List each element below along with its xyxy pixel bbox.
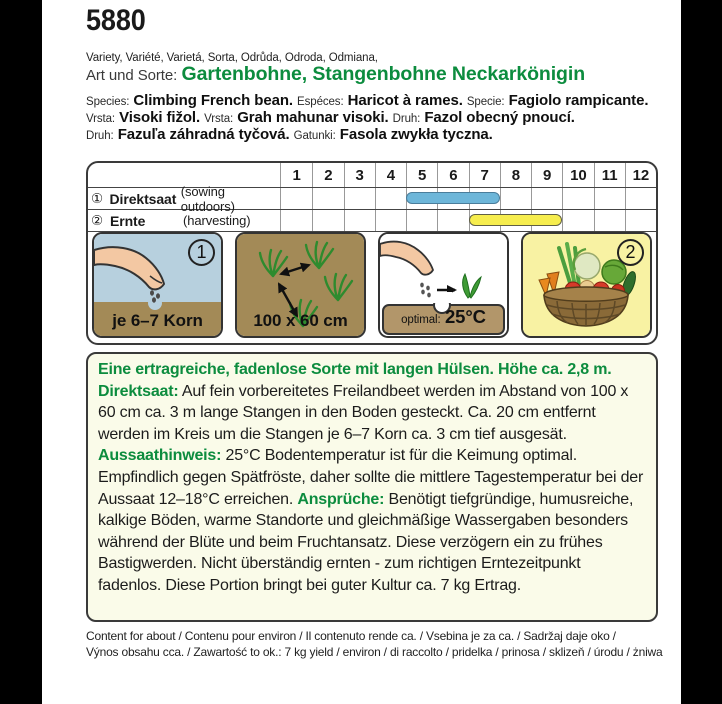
month-8: 8 <box>500 163 531 187</box>
species-value: Fagiolo rampicante. <box>508 92 649 109</box>
aussaathinweis-label: Aussaathinweis: <box>98 447 222 465</box>
pictogram-sowing-hand <box>92 232 223 338</box>
circled-1-icon: ① <box>91 190 104 206</box>
species-label: Specie: <box>466 96 505 108</box>
optimal-label: optimal: <box>401 314 441 326</box>
species-value: Visoki fižol. <box>119 109 205 127</box>
pictogram-row <box>92 232 652 338</box>
species-value: Fazuľa záhradná tyčová. <box>117 126 294 144</box>
pictogram-plant-spacing <box>235 232 366 338</box>
species-label: Druh: <box>86 130 114 143</box>
spacing-caption: 100 x 60 cm <box>253 311 348 330</box>
species-label: Vrsta: <box>86 113 116 126</box>
art-und-sorte-label: Art und Sorte: <box>86 67 178 84</box>
ansprueche-text: Benötigt tiefgründige, humusreiche, kalkige Böden, warme Standorte und gleichmäßige Wassergaben besonders während der Blüte und beim Fruchtansatz. Diese verzögern ein zu frühes Bastigwerden. Nicht überständig ernten - zum richtigen Erntezeitpunkt fadenlos. Diese Portion bringt bei guter Kultur ca. 7 kg Ertrag. <box>98 490 634 594</box>
month-12: 12 <box>625 163 656 187</box>
calendar-month-cells <box>280 163 656 187</box>
species-label: Species: <box>86 96 130 108</box>
species-line-1 <box>86 93 658 110</box>
harvest-row-label <box>88 210 280 231</box>
variety-title-line <box>86 63 658 86</box>
species-label: Gatunki: <box>293 130 336 143</box>
pictogram-soil-temperature <box>378 232 509 338</box>
month-11: 11 <box>594 163 625 187</box>
harvest-row <box>88 209 656 231</box>
month-7: 7 <box>469 163 500 187</box>
aussaathinweis-text: 25°C Bodentemperatur ist für die Keimung optimal. Empfindlich gegen Spätfröste, daher sollte die mittlere Tagestemperatur bei der Aussaat 12–18°C erreichen. <box>98 447 644 508</box>
description-box <box>86 352 658 622</box>
species-value: Haricot à rames. <box>347 92 467 109</box>
species-value: Fazol obecný pnoucí. <box>424 109 575 127</box>
yield-note-line-2: Výnos obsahu cca. / Zawartość to ok.: 7 kg yield / environ / di raccolto / pridelka / prinosa / sklizeň / úrodu / żniwa <box>86 644 663 659</box>
harvest-month-cells <box>280 210 656 231</box>
sowing-row <box>88 183 656 214</box>
step-2-badge: 2 <box>617 239 644 266</box>
circled-2-icon: ② <box>91 212 104 228</box>
yield-note-line-1: Content for about / Contenu pour environ / Il contenuto rende ca. / Vsebina je za ca. / Sadržaj daje oko / <box>86 629 616 643</box>
pictogram-harvest-basket <box>521 232 652 338</box>
harvest-label: Ernte <box>110 212 146 229</box>
species-label: Druh: <box>392 113 421 126</box>
month-5: 5 <box>406 163 437 187</box>
species-line-2 <box>86 110 658 127</box>
sowing-period-bar <box>406 192 500 204</box>
species-value: Climbing French bean. <box>133 92 298 109</box>
temperature-caption <box>380 306 507 328</box>
sowing-label: Direktsaat <box>109 190 177 207</box>
species-label: Espéces: <box>297 96 344 108</box>
article-number: 5880 <box>86 4 146 37</box>
month-10: 10 <box>562 163 593 187</box>
temperature-value: 25°C <box>444 306 486 327</box>
month-9: 9 <box>531 163 562 187</box>
sowing-sublabel: (sowing outdoors) <box>180 183 235 214</box>
month-4: 4 <box>375 163 406 187</box>
harvest-sublabel: (harvesting) <box>183 213 251 228</box>
species-translations <box>86 93 658 145</box>
month-2: 2 <box>312 163 343 187</box>
sowing-month-cells <box>280 188 656 209</box>
month-3: 3 <box>344 163 375 187</box>
species-value: Fasola zwykła tyczna. <box>339 126 493 144</box>
month-1: 1 <box>292 166 301 184</box>
sowing-calendar-box <box>86 161 658 345</box>
content-yield-note <box>86 629 663 660</box>
seed-packet-label <box>42 0 681 704</box>
species-value: Grah mahunar visoki. <box>237 109 393 127</box>
variety-word-languages: Variety, Variété, Varietá, Sorta, Odrůda, Odroda, Odmiana, <box>86 52 378 64</box>
species-label: Vrsta: <box>204 113 234 126</box>
variety-name: Gartenbohne, Stangenbohne Neckarkönigin <box>181 63 586 85</box>
sowing-row-label <box>88 183 280 214</box>
description-direktsaat <box>98 381 646 446</box>
description-headline: Eine ertragreiche, fadenlose Sorte mit langen Hülsen. Höhe ca. 2,8 m. <box>98 361 612 378</box>
direktsaat-text: Auf fein vorbereitetes Freilandbeet werden im Abstand von 100 x 60 cm ca. 3 m lange Stangen in den Boden gesteckt. Ca. 20 cm entfernt werden im Kreis um die Stangen je 6–7 Korn ca. 3 cm tief ausgesät. <box>98 382 629 443</box>
ansprueche-label: Ansprüche: <box>297 490 385 508</box>
calendar-month-header <box>88 163 656 187</box>
direktsaat-label: Direktsaat: <box>98 382 179 400</box>
description-hints <box>98 445 646 596</box>
sowing-caption: je 6–7 Korn <box>112 311 203 330</box>
step-1-badge: 1 <box>188 239 215 266</box>
month-6: 6 <box>437 163 468 187</box>
harvest-period-bar <box>469 214 563 226</box>
species-line-3 <box>86 127 658 144</box>
